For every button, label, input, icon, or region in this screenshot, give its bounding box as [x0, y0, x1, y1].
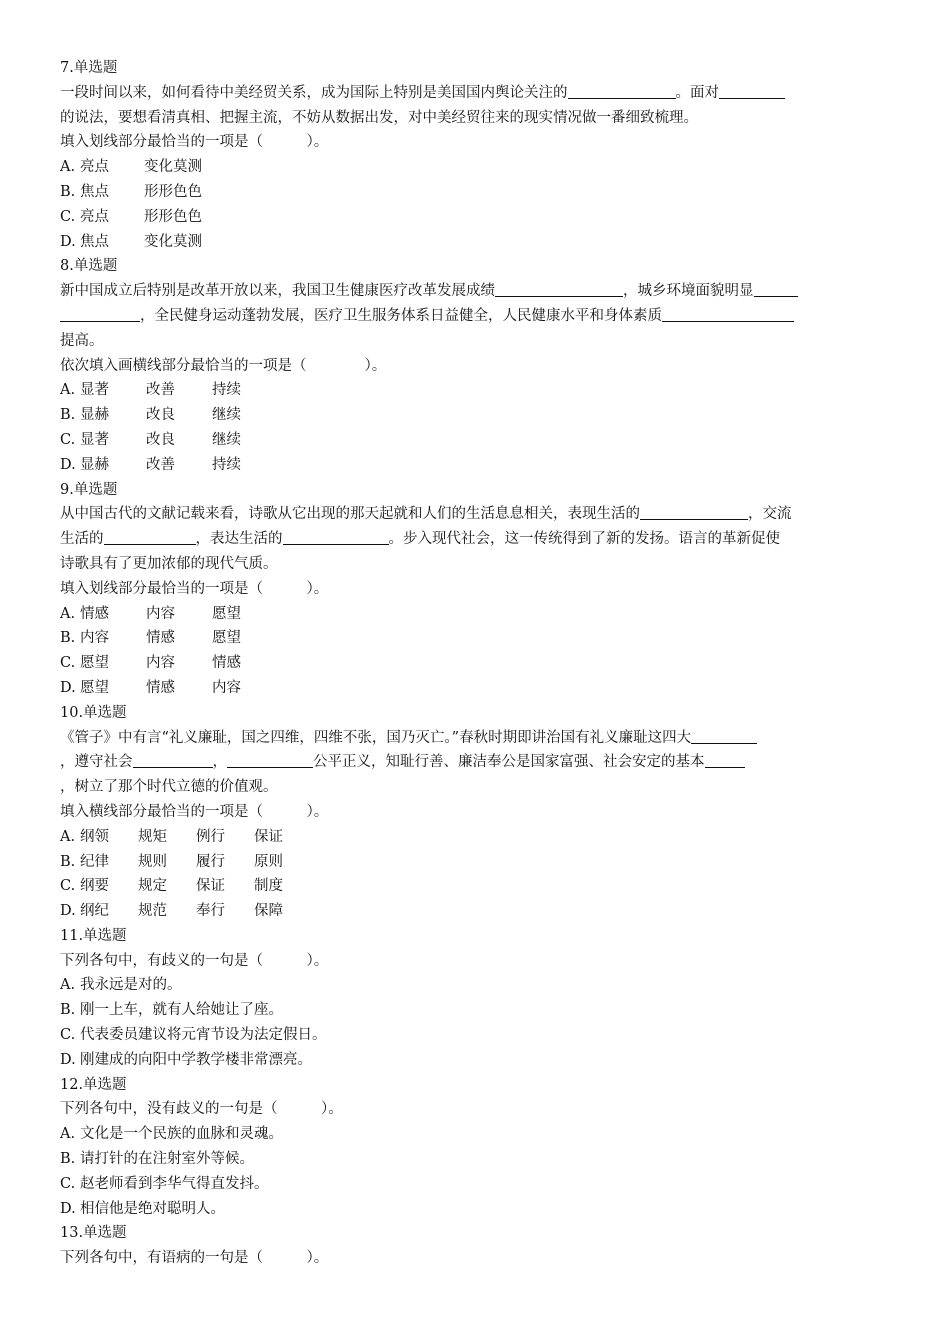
option-text: 相信他是绝对聪明人。: [80, 1200, 225, 1217]
option-word: 例行: [196, 828, 225, 845]
option-word: 纪律: [80, 853, 109, 870]
option-word: 内容: [146, 655, 175, 672]
question-10-stem-line-2: [60, 750, 900, 775]
question-13-number: 13.单选题: [60, 1225, 127, 1242]
stem-text: 。步入现代社会，这一传统得到了新的发扬。语言的革新促使: [388, 531, 780, 548]
option-8b[interactable]: [60, 403, 900, 428]
option-word: 持续: [212, 382, 241, 399]
option-word: 亮点: [80, 208, 109, 225]
answer-blank: [705, 750, 745, 768]
option-word: 愿望: [212, 630, 241, 647]
option-word: 变化莫测: [144, 159, 202, 176]
question-7-stem-line-2: 的说法，要想看清真相、把握主流，不妨从数据出发，对中美经贸往来的现实情况做一番细致梳理。: [60, 109, 698, 126]
option-label: A.: [60, 382, 76, 399]
option-word: 持续: [212, 456, 241, 473]
option-word: 纲要: [80, 878, 109, 895]
option-word: 显著: [80, 431, 109, 448]
option-word: 原则: [254, 853, 283, 870]
option-word: 焦点: [80, 233, 109, 250]
question-11-number: 11.单选题: [60, 927, 127, 944]
answer-blank: [283, 527, 389, 545]
option-word: 纲纪: [80, 903, 109, 920]
option-word: 情感: [212, 655, 241, 672]
option-word: 保障: [254, 903, 283, 920]
option-7c[interactable]: [60, 205, 900, 230]
question-7-number: 7.单选题: [60, 60, 118, 76]
question-10-stem-line-1: [60, 726, 900, 751]
option-9d[interactable]: [60, 676, 900, 701]
option-word: 焦点: [80, 183, 109, 200]
option-label: B.: [60, 407, 76, 424]
option-label: D.: [60, 679, 76, 696]
stem-text: 公平正义，知耻行善、廉洁奉公是国家富强、社会安定的基本: [313, 754, 705, 771]
question-7-prompt: 填入划线部分最恰当的一项是（ ）。: [60, 134, 329, 151]
option-label: D.: [60, 1051, 76, 1068]
option-word: 规范: [138, 903, 167, 920]
option-text: 我永远是对的。: [80, 977, 182, 994]
option-word: 奉行: [196, 903, 225, 920]
option-label: C.: [60, 431, 76, 448]
stem-text: 生活的: [60, 531, 104, 548]
option-label: B.: [60, 1151, 76, 1168]
option-7a[interactable]: [60, 155, 900, 180]
question-13-prompt: 下列各句中，有语病的一句是（ ）。: [60, 1250, 329, 1267]
option-label: C.: [60, 1175, 76, 1192]
option-label: B.: [60, 1002, 76, 1019]
option-label: A.: [60, 828, 76, 845]
option-word: 内容: [80, 630, 109, 647]
question-8-stem-line-1: [60, 279, 900, 304]
question-7-stem-line-1: [60, 81, 900, 106]
option-text: 请打针的在注射室外等候。: [80, 1151, 254, 1168]
option-word: 情感: [146, 630, 175, 647]
question-11-prompt: 下列各句中，有歧义的一句是（ ）。: [60, 952, 329, 969]
stem-text: ，交流: [748, 506, 792, 523]
option-word: 显著: [80, 382, 109, 399]
question-8-stem-line-3: 提高。: [60, 332, 104, 349]
question-9-stem-line-1: [60, 502, 900, 527]
question-10-prompt: 填入横线部分最恰当的一项是（ ）。: [60, 803, 329, 820]
option-12a[interactable]: [60, 1122, 900, 1147]
stem-text: 从中国古代的文献记载来看，诗歌从它出现的那天起就和人们的生活息息相关，表现生活的: [60, 506, 640, 523]
question-8-number: 8.单选题: [60, 258, 118, 275]
stem-text: ，全民健身运动蓬勃发展，医疗卫生服务体系日益健全，人民健康水平和身体素质: [140, 307, 662, 324]
option-word: 继续: [212, 407, 241, 424]
stem-text: 新中国成立后特别是改革开放以来，我国卫生健康医疗改革发展成绩: [60, 283, 495, 300]
option-word: 亮点: [80, 159, 109, 176]
option-11b[interactable]: [60, 998, 900, 1023]
answer-blank: [133, 750, 213, 768]
answer-blank: [719, 81, 785, 99]
option-9b[interactable]: [60, 626, 900, 651]
question-10-number: 10.单选题: [60, 704, 127, 721]
option-9a[interactable]: [60, 602, 900, 627]
option-label: D.: [60, 233, 76, 250]
question-list: [60, 56, 900, 1271]
option-text: 代表委员建议将元宵节设为法定假日。: [80, 1027, 327, 1044]
option-word: 显赫: [80, 456, 109, 473]
option-8c[interactable]: [60, 428, 900, 453]
option-word: 愿望: [80, 679, 109, 696]
option-label: C.: [60, 1027, 76, 1044]
option-word: 情感: [146, 679, 175, 696]
option-10b[interactable]: [60, 850, 900, 875]
option-word: 保证: [254, 828, 283, 845]
stem-text: ，: [212, 754, 227, 771]
question-8-stem-line-2: [60, 304, 900, 329]
stem-text: 《管子》中有言“礼义廉耻，国之四维，四维不张，国乃灭亡。”春秋时期即讲治国有礼义廉耻这四大: [60, 729, 692, 746]
option-word: 纲领: [80, 828, 109, 845]
question-9-stem-line-3: 诗歌具有了更加浓郁的现代气质。: [60, 555, 278, 572]
answer-blank: [662, 304, 794, 322]
option-8a[interactable]: [60, 378, 900, 403]
option-12b[interactable]: [60, 1147, 900, 1172]
option-word: 形形色色: [144, 208, 202, 225]
option-12c[interactable]: [60, 1172, 900, 1197]
question-9-stem-line-2: [60, 527, 900, 552]
option-word: 规则: [138, 853, 167, 870]
stem-text: ，城乡环境面貌明显: [623, 283, 754, 300]
option-8d[interactable]: [60, 453, 900, 478]
option-label: C.: [60, 655, 76, 672]
option-10d[interactable]: [60, 899, 900, 924]
option-word: 变化莫测: [144, 233, 202, 250]
option-text: 刚一上车，就有人给她让了座。: [80, 1002, 283, 1019]
option-word: 形形色色: [144, 183, 202, 200]
stem-text: ，遵守社会: [60, 754, 133, 771]
option-label: B.: [60, 853, 76, 870]
option-word: 改良: [146, 407, 175, 424]
option-label: A.: [60, 1126, 76, 1143]
option-text: 文化是一个民族的血脉和灵魂。: [80, 1126, 283, 1143]
question-10-stem-line-3: ，树立了那个时代立德的价值观。: [60, 779, 278, 796]
answer-blank: [60, 304, 140, 322]
answer-blank: [754, 279, 798, 297]
question-9-number: 9.单选题: [60, 481, 118, 498]
option-label: D.: [60, 456, 76, 473]
answer-blank: [104, 527, 196, 545]
answer-blank: [568, 81, 676, 99]
option-word: 改良: [146, 431, 175, 448]
option-11c[interactable]: [60, 1023, 900, 1048]
stem-text: 。面对: [675, 84, 719, 101]
option-label: A.: [60, 159, 76, 176]
stem-text: ，表达生活的: [195, 531, 283, 548]
answer-blank: [495, 279, 623, 297]
option-word: 情感: [80, 605, 109, 622]
option-word: 规定: [138, 878, 167, 895]
option-11a[interactable]: [60, 973, 900, 998]
option-label: A.: [60, 977, 76, 994]
option-text: 赵老师看到李华气得直发抖。: [80, 1175, 269, 1192]
option-word: 内容: [212, 679, 241, 696]
option-label: B.: [60, 630, 76, 647]
question-12-prompt: 下列各句中，没有歧义的一句是（ ）。: [60, 1101, 343, 1118]
option-word: 愿望: [212, 605, 241, 622]
question-9-prompt: 填入划线部分最恰当的一项是（ ）。: [60, 580, 329, 597]
option-word: 内容: [146, 605, 175, 622]
option-word: 履行: [196, 853, 225, 870]
option-11d[interactable]: [60, 1048, 900, 1073]
option-word: 愿望: [80, 655, 109, 672]
option-word: 继续: [212, 431, 241, 448]
option-label: D.: [60, 903, 76, 920]
option-label: B.: [60, 183, 76, 200]
option-9c[interactable]: [60, 651, 900, 676]
option-label: D.: [60, 1200, 76, 1217]
option-7b[interactable]: [60, 180, 900, 205]
question-8-prompt: 依次填入画横线部分最恰当的一项是（ ）。: [60, 357, 387, 374]
option-word: 改善: [146, 382, 175, 399]
option-10c[interactable]: [60, 874, 900, 899]
answer-blank: [691, 726, 757, 744]
option-label: C.: [60, 208, 76, 225]
option-10a[interactable]: [60, 825, 900, 850]
option-word: 显赫: [80, 407, 109, 424]
option-word: 规矩: [138, 828, 167, 845]
option-12d[interactable]: [60, 1197, 900, 1222]
option-label: C.: [60, 878, 76, 895]
option-text: 刚建成的向阳中学教学楼非常漂亮。: [80, 1051, 312, 1068]
answer-blank: [640, 502, 748, 520]
answer-blank: [227, 750, 313, 768]
question-12-number: 12.单选题: [60, 1076, 127, 1093]
option-word: 改善: [146, 456, 175, 473]
option-7d[interactable]: [60, 230, 900, 255]
stem-text: 一段时间以来，如何看待中美经贸关系，成为国际上特别是美国国内舆论关注的: [60, 84, 568, 101]
option-word: 保证: [196, 878, 225, 895]
option-word: 制度: [254, 878, 283, 895]
option-label: A.: [60, 605, 76, 622]
